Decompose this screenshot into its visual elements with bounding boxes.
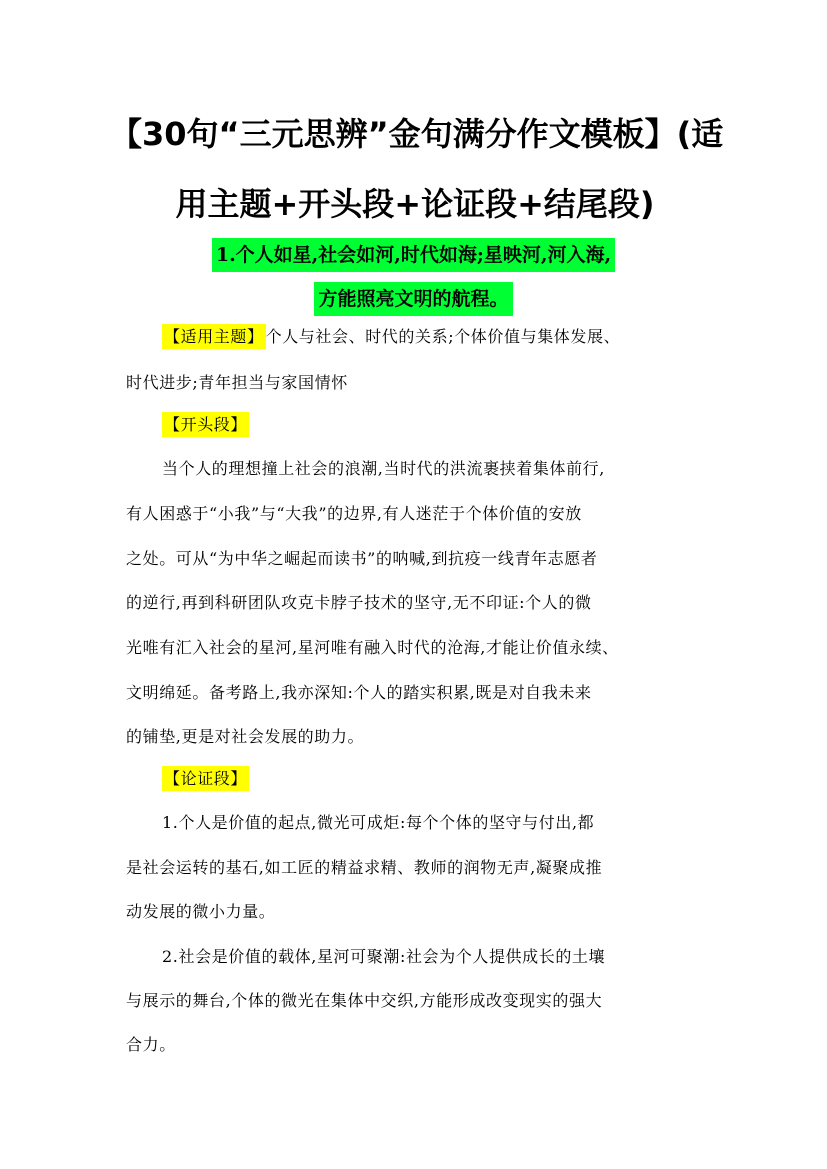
argument-heading	[162, 768, 249, 790]
theme-tag: 【适用主题】	[162, 324, 266, 349]
paragraph-line: 1.个人是价值的起点,微光可成炬:每个个体的坚守与付出,都	[162, 813, 595, 832]
paragraph-line: 2.社会是价值的载体,星河可聚潮:社会为个人提供成长的土壤	[162, 947, 606, 966]
paragraph-line: 的铺垫,更是对社会发展的助力。	[126, 727, 365, 746]
theme-line-2: 时代进步;青年担当与家国情怀	[126, 373, 348, 392]
paragraph-line: 光唯有汇入社会的星河,星河唯有融入时代的沧海,才能让价值永续、	[126, 638, 619, 657]
paragraph-line: 的逆行,再到科研团队攻克卡脖子技术的坚守,无不印证:个人的微	[126, 593, 592, 612]
highlight-mark: 1.个人如星,社会如河,时代如海;星映河,河入海,	[212, 238, 615, 272]
theme-text: 个人与社会、时代的关系;个体价值与集体发展、	[265, 327, 621, 346]
paragraph-line: 当个人的理想撞上社会的浪潮,当时代的洪流裹挟着集体前行,	[162, 459, 605, 478]
theme-line-1	[162, 326, 620, 348]
document-title-line-1: 【30句“三元思辨”金句满分作文模板】(适	[110, 115, 724, 153]
paragraph-line: 之处。可从“为中华之崛起而读书”的呐喊,到抗疫一线青年志愿者	[126, 549, 598, 568]
highlighted-quote-line-1	[0, 243, 827, 267]
paragraph-line: 是社会运转的基石,如工匠的精益求精、教师的润物无声,凝聚成推	[126, 858, 603, 877]
paragraph-line: 有人困惑于“小我”与“大我”的边界,有人迷茫于个体价值的安放	[126, 504, 582, 523]
highlighted-quote-line-2	[0, 287, 827, 311]
highlight-mark: 方能照亮文明的航程。	[314, 282, 512, 316]
paragraph-line: 与展示的舞台,个体的微光在集体中交织,方能形成改变现实的强大	[126, 991, 603, 1010]
paragraph-line: 动发展的微小力量。	[126, 902, 276, 921]
paragraph-line: 合力。	[126, 1035, 176, 1054]
paragraph-line: 文明绵延。备考路上,我亦深知:个人的踏实积累,既是对自我未来	[126, 683, 592, 702]
document-title-line-2: 用主题+开头段+论证段+结尾段)	[175, 185, 655, 223]
argument-tag: 【论证段】	[162, 766, 249, 791]
opening-tag: 【开头段】	[162, 412, 249, 437]
opening-heading	[162, 414, 249, 436]
